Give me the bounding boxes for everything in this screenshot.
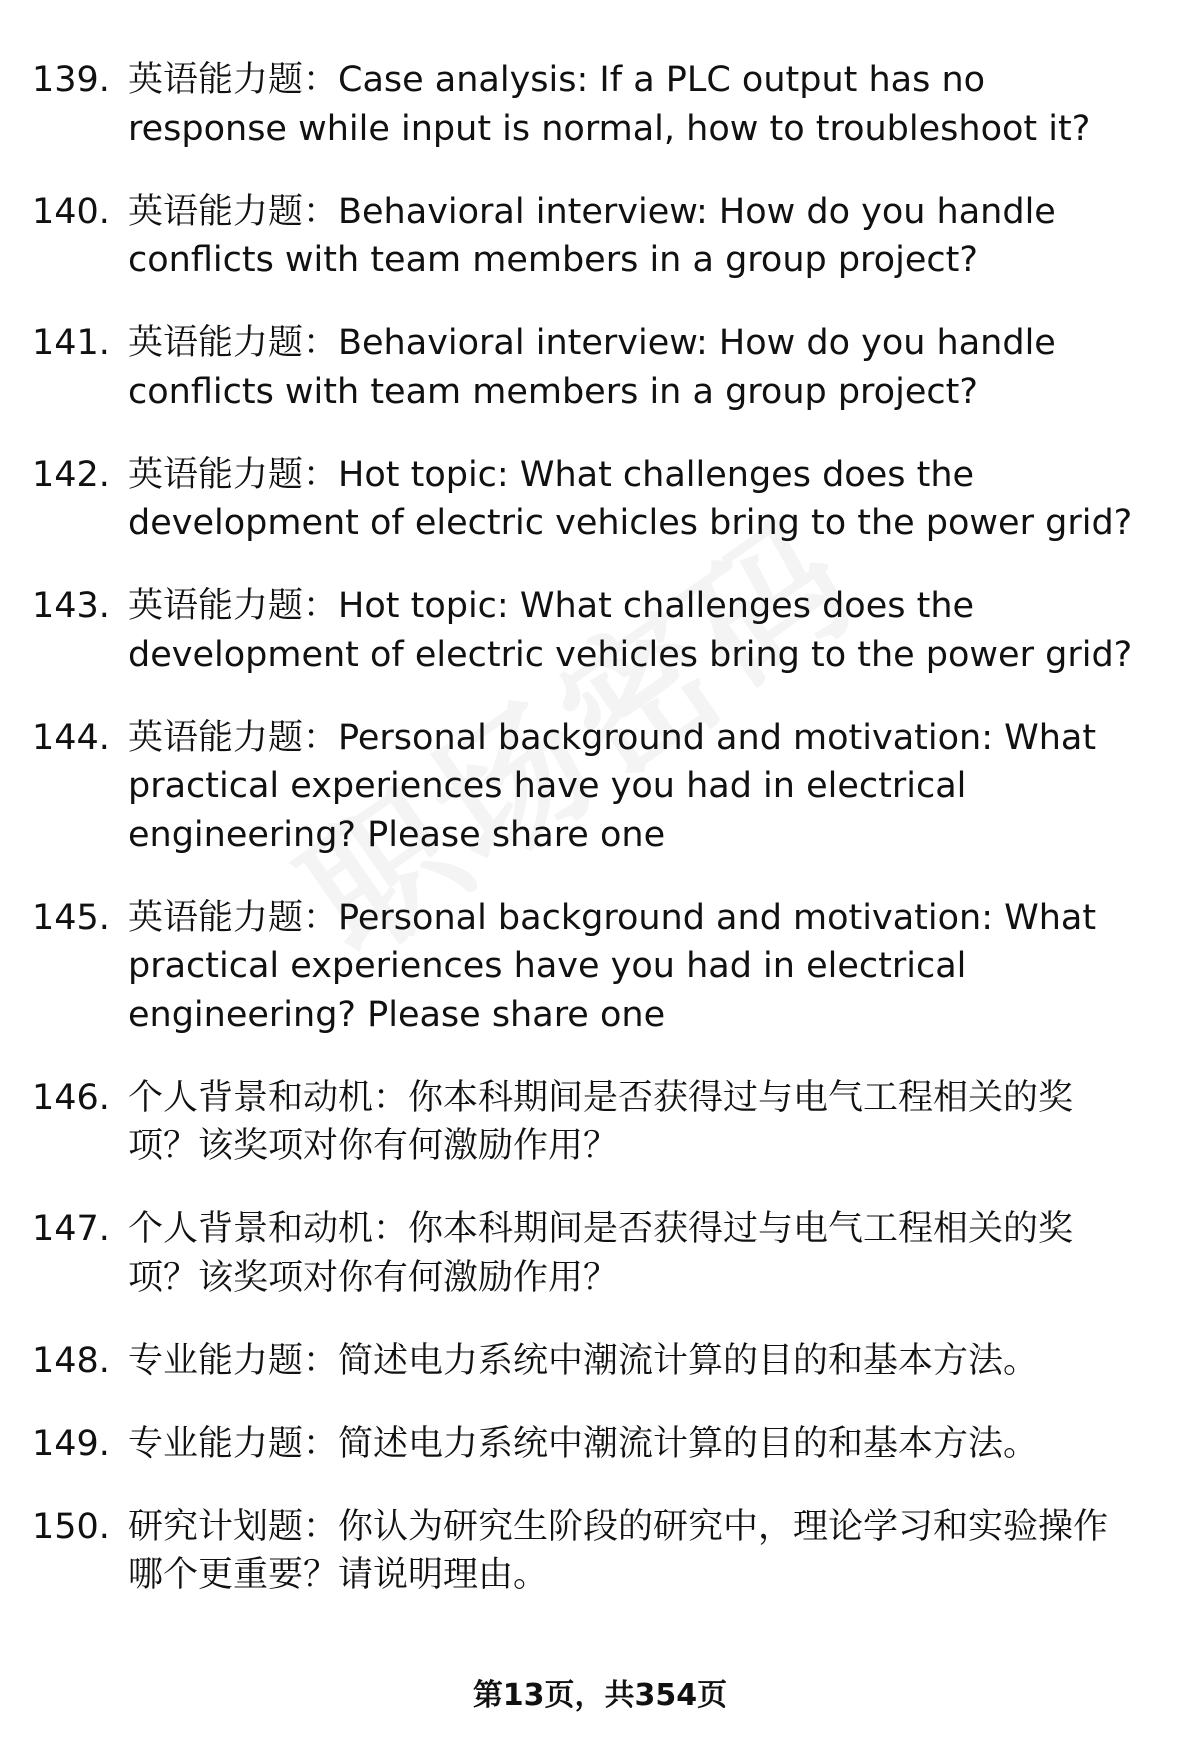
question-body: Personal background and motivation: What practical experiences have you had in electrical engineering? Please share one bbox=[128, 897, 1097, 1035]
question-item bbox=[0, 451, 1200, 548]
question-item bbox=[0, 714, 1200, 860]
question-number: 139. bbox=[32, 60, 110, 100]
question-category: 英语能力题： bbox=[128, 897, 339, 938]
question-number: 142. bbox=[32, 454, 110, 495]
page-number-footer: 第13页，共354页 bbox=[472, 1678, 728, 1713]
question-category: 英语能力题： bbox=[128, 454, 339, 495]
question-body: 你本科期间是否获得过与电气工程相关的奖项？该奖项对你有何激励作用？ bbox=[128, 1209, 1074, 1298]
question-number: 149. bbox=[32, 1423, 110, 1464]
question-number: 148. bbox=[32, 1340, 110, 1381]
question-category: 专业能力题： bbox=[128, 1423, 339, 1464]
question-item bbox=[0, 1503, 1200, 1600]
question-item bbox=[0, 1074, 1200, 1171]
question-body: 你认为研究生阶段的研究中，理论学习和实验操作哪个更重要？请说明理由。 bbox=[128, 1506, 1109, 1595]
question-text bbox=[128, 1420, 1140, 1469]
question-text bbox=[128, 56, 1140, 153]
question-item bbox=[0, 1420, 1200, 1469]
question-text bbox=[128, 1074, 1140, 1171]
question-item bbox=[0, 56, 1200, 153]
question-body: 简述电力系统中潮流计算的目的和基本方法。 bbox=[338, 1340, 1039, 1381]
question-item bbox=[0, 582, 1200, 679]
question-number: 144. bbox=[32, 717, 110, 758]
question-text bbox=[128, 1503, 1140, 1600]
question-item bbox=[0, 894, 1200, 1040]
question-item bbox=[0, 1205, 1200, 1302]
question-category: 个人背景和动机： bbox=[128, 1077, 409, 1118]
question-body: Personal background and motivation: What practical experiences have you had in electrical engineering? Please share one bbox=[128, 717, 1097, 855]
question-text bbox=[128, 582, 1140, 679]
question-body: Hot topic: What challenges does the development of electric vehicles bring to the power grid? bbox=[128, 586, 1133, 675]
question-text bbox=[128, 714, 1140, 860]
question-body: Behavioral interview: How do you handle conflicts with team members in a group project? bbox=[128, 323, 1056, 412]
question-category: 英语能力题： bbox=[128, 586, 339, 626]
question-list bbox=[0, 56, 1200, 1634]
question-number: 141. bbox=[32, 323, 110, 363]
question-item bbox=[0, 188, 1200, 285]
question-body: Hot topic: What challenges does the development of electric vehicles bring to the power grid? bbox=[128, 454, 1133, 543]
question-category: 英语能力题： bbox=[128, 191, 339, 232]
question-text bbox=[128, 894, 1140, 1040]
question-body: Case analysis: If a PLC output has no response while input is normal, how to troubleshoot it? bbox=[128, 60, 1091, 149]
question-number: 147. bbox=[32, 1209, 110, 1249]
question-category: 英语能力题： bbox=[128, 323, 339, 363]
question-text bbox=[128, 451, 1140, 548]
question-number: 150. bbox=[32, 1506, 110, 1547]
question-number: 140. bbox=[32, 191, 110, 232]
question-text bbox=[128, 319, 1140, 416]
question-text bbox=[128, 1205, 1140, 1302]
question-number: 145. bbox=[32, 897, 110, 938]
question-body: 简述电力系统中潮流计算的目的和基本方法。 bbox=[338, 1423, 1039, 1464]
question-item bbox=[0, 319, 1200, 416]
question-text bbox=[128, 188, 1140, 285]
question-body: 你本科期间是否获得过与电气工程相关的奖项？该奖项对你有何激励作用？ bbox=[128, 1077, 1074, 1166]
question-category: 英语能力题： bbox=[128, 717, 339, 758]
question-category: 专业能力题： bbox=[128, 1340, 339, 1381]
question-item bbox=[0, 1337, 1200, 1386]
question-text bbox=[128, 1337, 1140, 1386]
question-category: 个人背景和动机： bbox=[128, 1209, 409, 1249]
question-number: 146. bbox=[32, 1077, 110, 1118]
question-category: 研究计划题： bbox=[128, 1506, 339, 1547]
question-number: 143. bbox=[32, 586, 110, 626]
question-body: Behavioral interview: How do you handle conflicts with team members in a group project? bbox=[128, 191, 1056, 280]
question-category: 英语能力题： bbox=[128, 60, 339, 100]
